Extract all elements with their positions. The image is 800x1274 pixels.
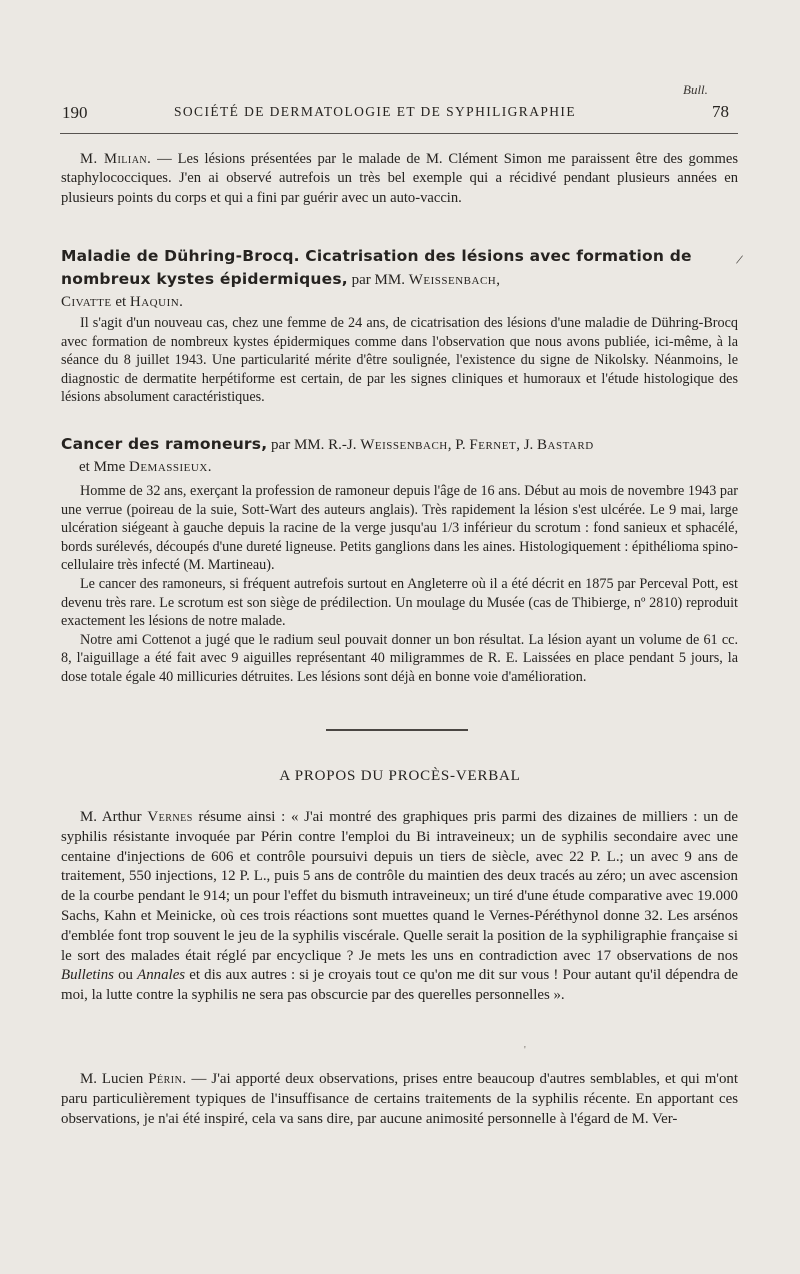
- paragraph-text: résume ainsi : « J'ai montré des graphiques pris parmi des dizaines de milliers : un de syphilis résistante invoquée par Périn contre l'emploi du Bi intraveineux; un de syphilis secondaire avec une centaine d'injections de 606 et contrôle poursuivi depuis un tiers de siècle, avec 22 P. L.; un avec 9 ans de traitement, 550 injections, 12 P. L., puis 5 ans de contrôle du maintien des deux tracés au zéro; un avec ascension de la courbe pendant le 914; un pour l'effet du bismuth intraveineux; un tiré d'une étude comparative avec 19.000 Sachs, Kahn et Meinicke, où ces trois réactions sont muettes quand le Vernes-Péréthynol donne 32. Les arsénos d'emblée font trop souvent le jeu de la syphilis viscérale. Quelle serait la position de la syphiligraphie française si le sort des malades était réglé par encyclique ? Je mets les uns en contradiction avec 17 observations de nos: [61, 809, 738, 964]
- paragraph-text: Le cancer des ramoneurs, si fréquent autrefois surtout en Angleterre où il a été décrit en 1875 par Perceval Pott, est devenu très rare. Le scrotum est son siège de prédilection. Un moulage du Musée (cas de Thibierge, nº 2810) reproduit exactement les lésions de notre malade.: [61, 575, 738, 630]
- par-text: par MM. R.-J.: [267, 437, 361, 453]
- author-name: Fernet: [469, 437, 517, 453]
- paragraph-text: ou: [113, 967, 138, 984]
- speaker-name: Périn.: [148, 1071, 187, 1087]
- vernes-paragraph: [61, 808, 738, 1006]
- author-name: Haquin.: [129, 294, 184, 310]
- paragraph-text: Notre ami Cottenot a jugé que le radium seul pouvait donner un bon résultat. La lésion ayant un volume de 61 cc. 8, l'aiguillage a été fait avec 9 aiguilles représentant 40 miligrammes de R. E. Laissées en place pendant 5 jours, la dose totale égale 40 millicuries détruites. Les lésions sont déjà en bonne voie d'amélioration.: [61, 631, 738, 685]
- stray-mark: ': [524, 1045, 526, 1056]
- article-body-cancer: [61, 482, 738, 687]
- header-rule: [60, 133, 738, 134]
- italic-title: Bulletins: [61, 967, 114, 984]
- section-title: A PROPOS DU PROCÈS-VERBAL: [279, 768, 521, 784]
- paragraph-text: Il s'agit d'un nouveau cas, chez une femme de 24 ans, de cicatrisation des lésions d'une maladie de Dühring-Brocq avec formation de nombreux kystes épidermiques comme dans l'observation que nous avons publiée, ici-même, à la séance du 8 juillet 1943. Une particularité mérite d'être soulignée, l'existence du signe de Nikolsky. Néanmoins, le diagnostic de dermatite herpétiforme est certain, de par les signes cliniques et humoraux et l'étude histologique des lésions absolument caractéristiques.: [61, 315, 738, 406]
- speaker-intro: M. Lucien: [80, 1071, 149, 1087]
- author-separator: , J.: [516, 437, 538, 453]
- handwritten-bull-note: Bull.: [683, 82, 708, 97]
- author-separator: , P.: [447, 437, 470, 453]
- speaker-intro: M. Arthur: [80, 809, 148, 825]
- article-title-duhring: [61, 245, 731, 313]
- speaker-name: M. Milian.: [80, 151, 152, 167]
- italic-title: Annales: [137, 967, 186, 984]
- paragraph-text: — J'ai apporté deux observations, prises entre beaucoup d'autres semblables, et qui m'ont paru particulièrement typiques de l'insuffisance de certains traitements de la syphilis récente. En apportant ces observations, je n'ai été inspiré, cela va sans dire, par aucune animosité personnelle à l'égard de M. Ver-: [61, 1071, 738, 1127]
- author-name: Civatte: [61, 294, 112, 310]
- article-body-duhring: [61, 314, 738, 407]
- paragraph-text: Homme de 32 ans, exerçant la profession de ramoneur depuis l'âge de 16 ans. Début au mois de novembre 1943 par une verrue (poireau de la suie, Sott-Wart des auteurs anglais). Très rapidement la lésion s'est ulcérée. Le 9 mai, large ulcération siégeant à gauche depuis la racine de la verge jusqu'au 1/3 inférieur du scrotum : fond sanieux et sphacélé, bords surélevés, découpés d'une dureté ligneuse. Petits ganglions dans les aines. Histologiquement : épithélioma spino-cellulaire très infecté (M. Martineau).: [61, 483, 738, 574]
- margin-mark: /: [734, 252, 744, 269]
- author-name: Weissenbach: [360, 437, 448, 453]
- paragraph-text: — Les lésions présentées par le malade de M. Clément Simon me paraissent être des gommes staphylococciques. J'en ai observé autrefois un très bel exemple qui a récidivé pendant plusieurs années en plusieurs points du corps et qui a fini par guérir avec un auto-vaccin.: [61, 151, 738, 206]
- and-text: et Mme: [79, 459, 129, 475]
- author-name: Demassieux.: [129, 459, 213, 475]
- volume-number: 78: [712, 102, 729, 121]
- author-name: Weissenbach,: [408, 272, 501, 288]
- running-header: SOCIÉTÉ DE DERMATOLOGIE ET DE SYPHILIGRAPHIE: [174, 104, 576, 119]
- author-name: Bastard: [537, 437, 594, 453]
- perin-paragraph: [61, 1070, 738, 1129]
- article-heading: Cancer des ramoneurs,: [61, 435, 268, 453]
- speaker-name: Vernes: [147, 809, 193, 825]
- section-divider: [326, 729, 468, 731]
- milian-paragraph: [61, 150, 738, 208]
- and-text: et: [111, 294, 130, 310]
- par-text: par MM.: [347, 272, 409, 288]
- paragraph-text: et dis aux autres : si je croyais tout ce qu'on me dit sur vous ! Pour autant qu'il dépendra de moi, la lutte contre la syphilis ne sera pas obscurcie par des querelles personnelles ».: [61, 967, 738, 1004]
- page-number: 190: [62, 103, 88, 122]
- article-title-cancer: [61, 433, 731, 478]
- article-heading: Maladie de Dühring-Brocq. Cicatrisation des lésions avec formation de nombreux kystes épidermiques,: [61, 247, 692, 288]
